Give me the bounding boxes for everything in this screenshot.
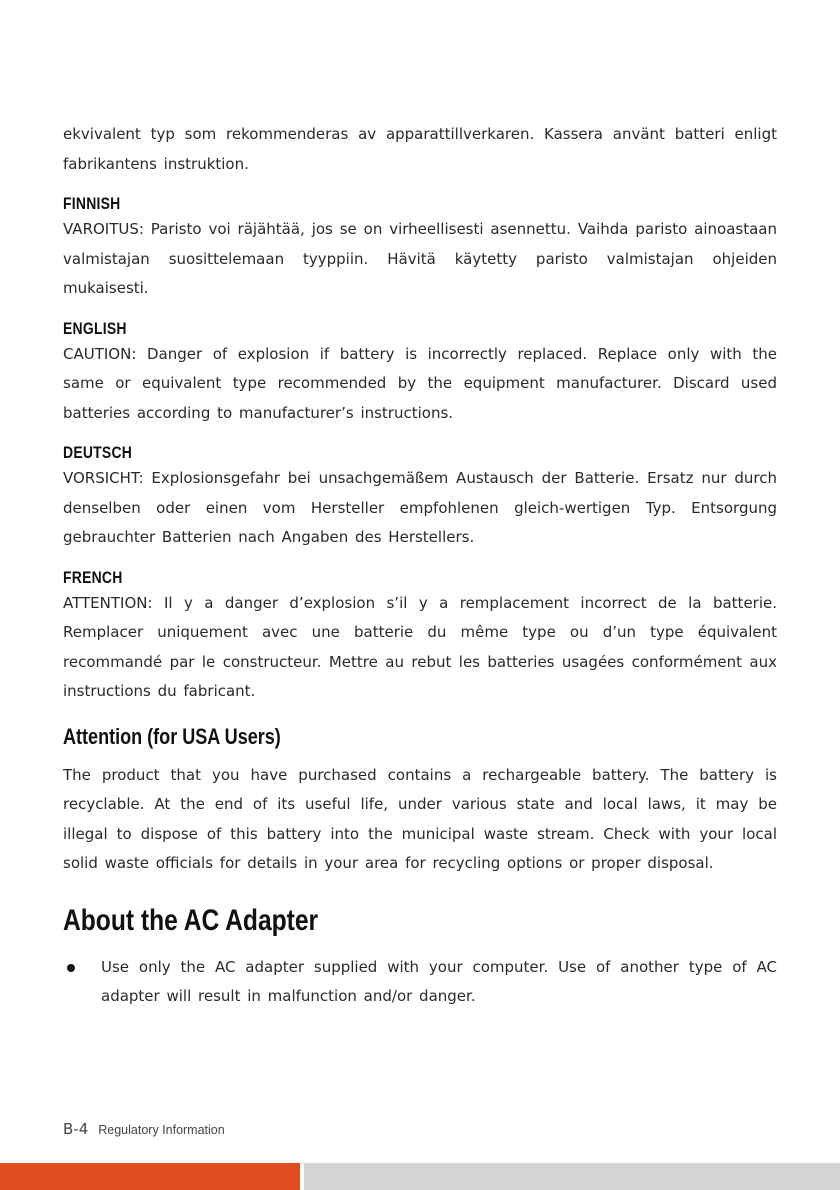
page-footer [63,1120,225,1138]
page-content [63,120,777,1012]
footer-section-title: Regulatory Information [98,1123,225,1137]
footer-accent-bar [0,1163,300,1190]
french-heading: FRENCH [63,567,123,587]
usa-paragraph: The product that you have purchased contains a rechargeable battery. The battery is recyclable. At the end of its useful life, under various state and local laws, it may be illegal to dispose of this battery into the municipal waste stream. Check with your local solid waste officials for details in your area for recycling options or proper disposal. [63,765,777,872]
ac-adapter-bullet-text: Use only the AC adapter supplied with your computer. Use of another type of AC adapter will result in malfunction and/or danger. [101,957,777,1005]
french-paragraph: ATTENTION: Il y a danger d’explosion s’il y a remplacement incorrect de la batterie. Remplacer uniquement avec une batterie du même type ou d’un type équivalent recommandé par le constructeur. Mettre au rebut les batteries usagées conformément aux instructions du fabricant. [63,593,777,700]
footer-gray-bar [304,1163,840,1190]
bullet-icon [67,964,75,972]
deutsch-paragraph: VORSICHT: Explosionsgefahr bei unsachgemäßem Austausch der Batterie. Ersatz nur durch denselben oder einen vom Hersteller empfohlenen gleich-wertigen Typ. Entsorgung gebrauchter Batterien nach Angaben des Herstellers. [63,469,777,546]
ac-adapter-heading: About the AC Adapter [63,903,319,937]
usa-heading: Attention (for USA Users) [63,723,281,749]
finnish-paragraph: VAROITUS: Paristo voi räjähtää, jos se on virheellisesti asennettu. Vaihda paristo ainoastaan valmistajan suosittelemaan tyyppiin. Hävitä käytetty paristo valmistajan ohjeiden mukaisesti. [63,220,777,297]
english-paragraph: CAUTION: Danger of explosion if battery is incorrectly replaced. Replace only with the same or equivalent type recommended by the equipment manufacturer. Discard used batteries according to manufacturer’s instructions. [63,344,777,422]
english-heading: ENGLISH [63,318,127,338]
finnish-heading: FINNISH [63,194,121,213]
list-item [63,953,777,1012]
deutsch-heading: DEUTSCH [63,443,133,462]
intro-paragraph: ekvivalent typ som rekommenderas av apparattillverkaren. Kassera använt batteri enligt fabrikantens instruktion. [63,125,777,173]
page-number: B-4 [63,1120,89,1138]
